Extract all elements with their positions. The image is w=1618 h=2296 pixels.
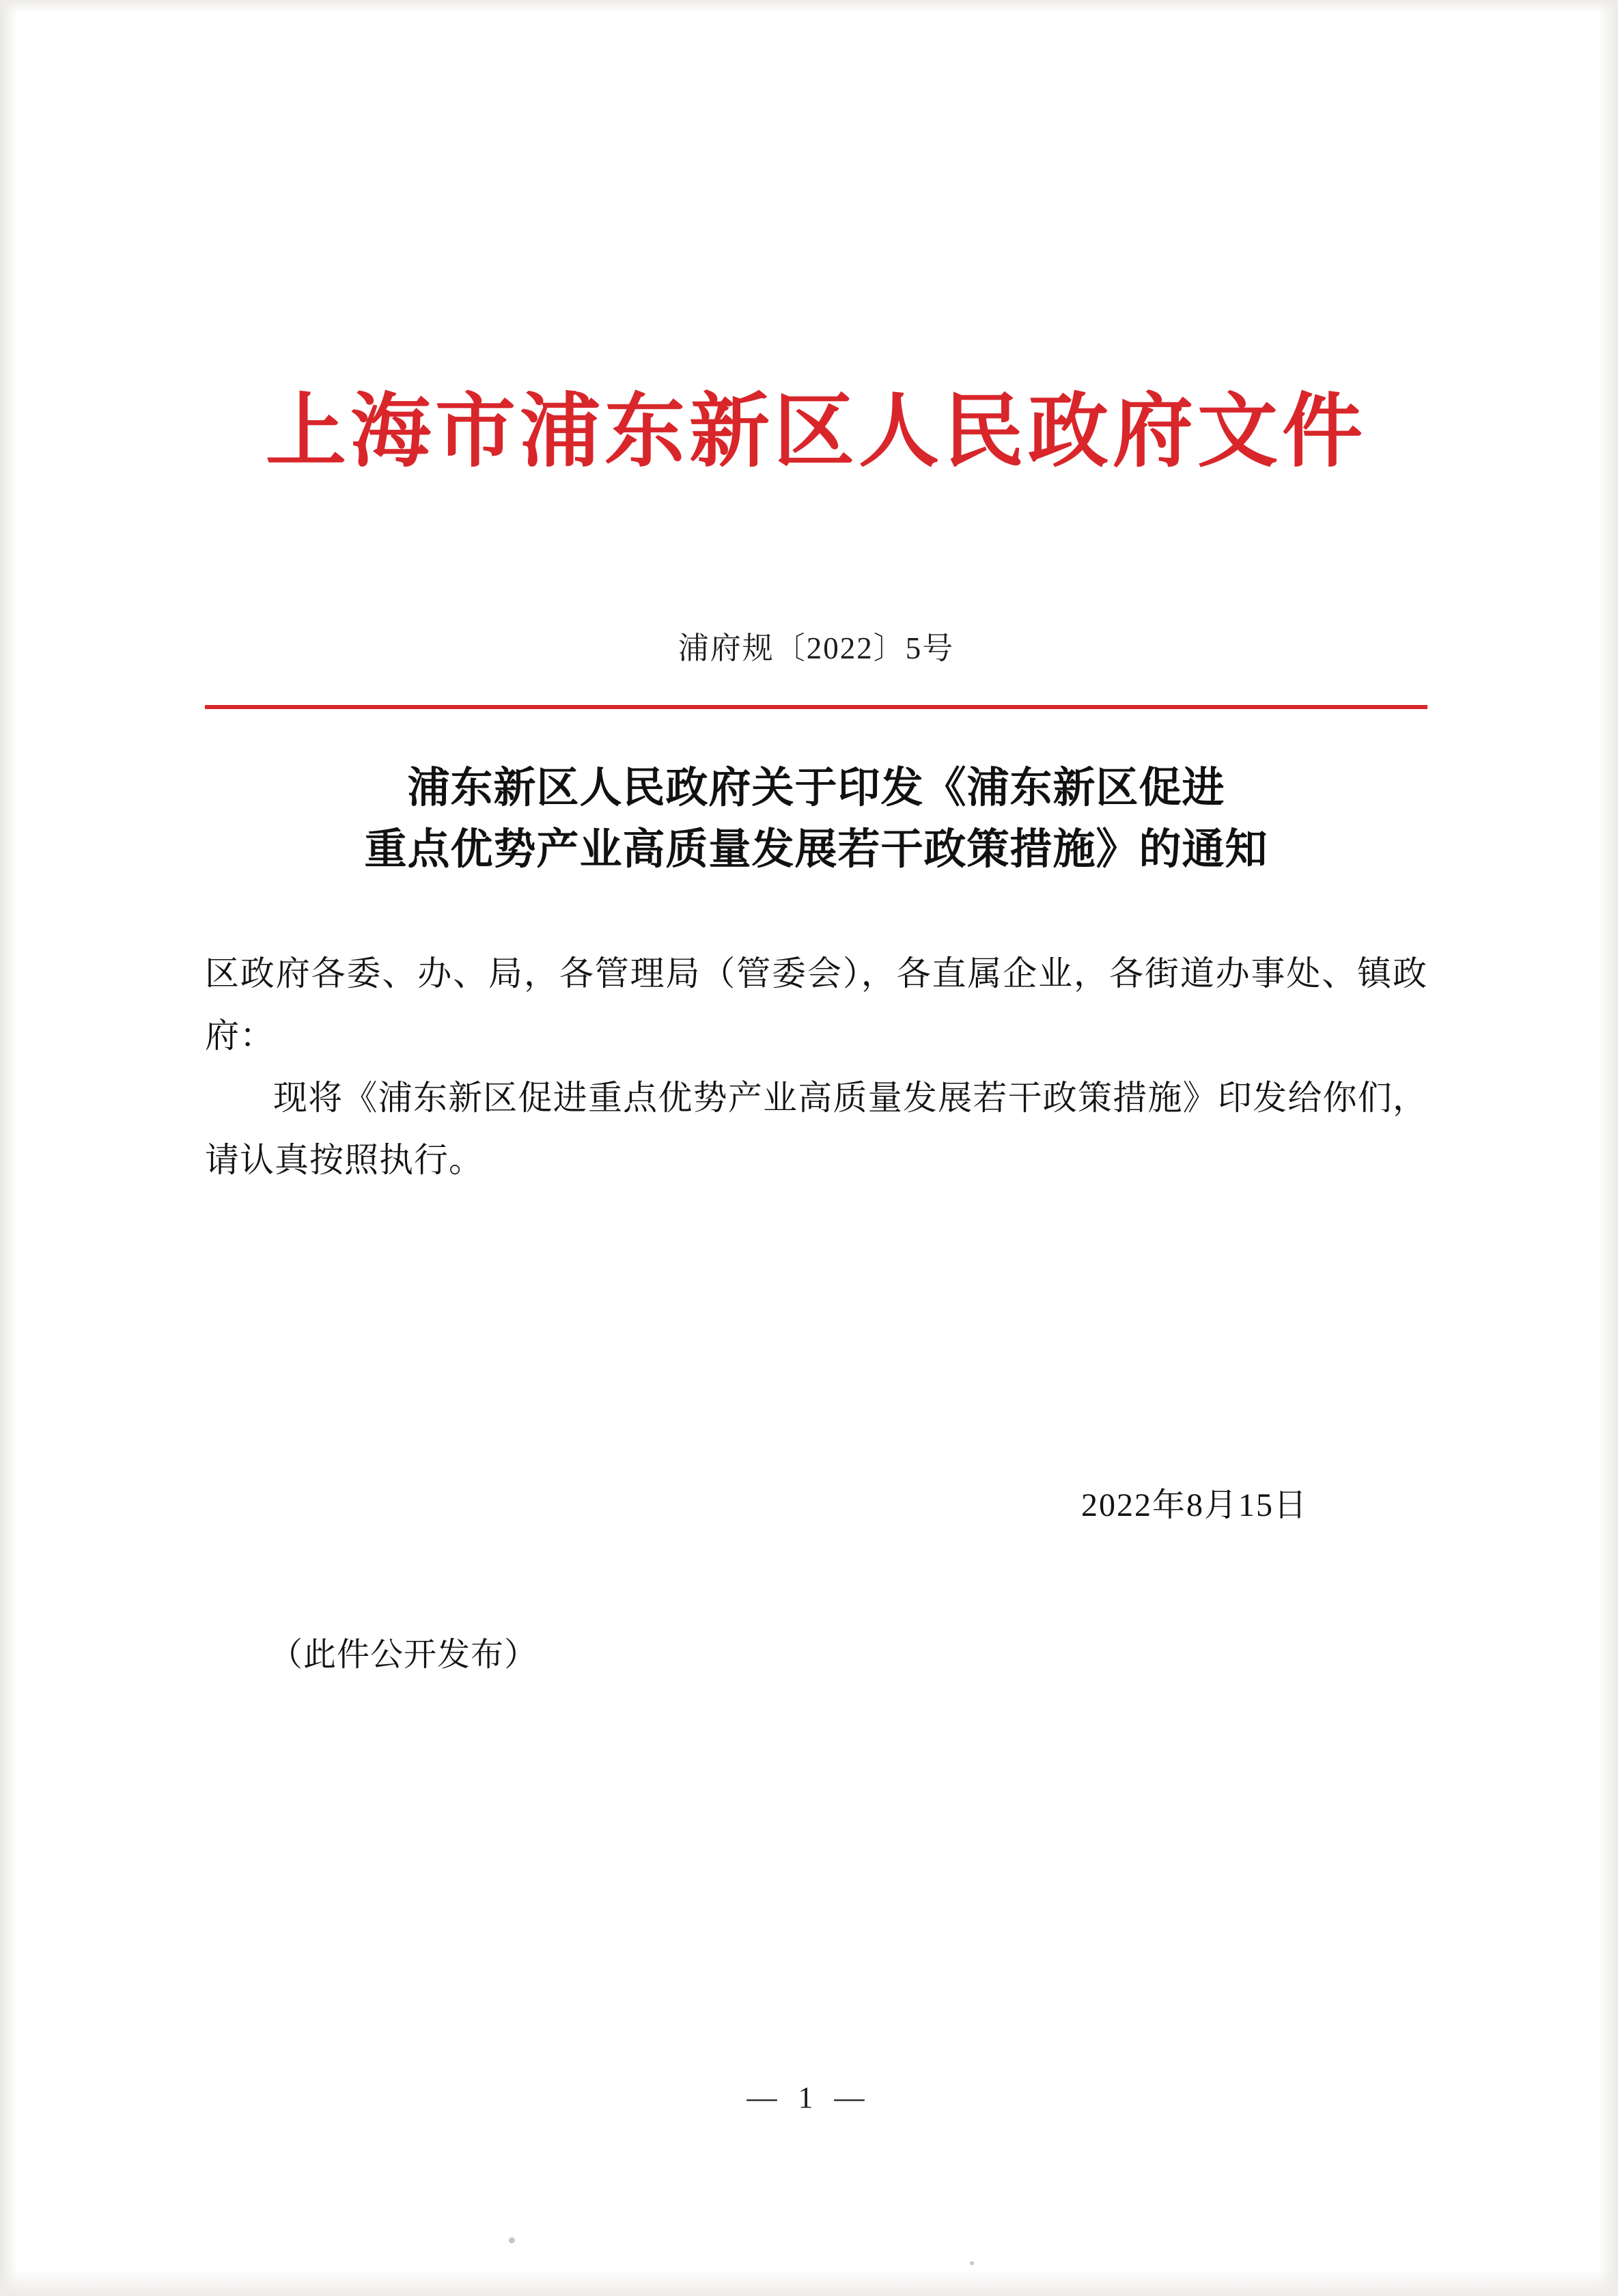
page-title bbox=[205, 757, 1427, 880]
red-divider-rule bbox=[205, 705, 1427, 709]
scan-speck bbox=[509, 2237, 515, 2243]
document-content bbox=[205, 0, 1427, 1675]
page-title-line-2: 重点优势产业高质量发展若干政策措施》的通知 bbox=[364, 824, 1268, 874]
signature-date: 2022年8月15日 bbox=[1080, 1486, 1308, 1523]
scan-speck bbox=[970, 2261, 974, 2265]
document-body bbox=[205, 943, 1427, 1191]
masthead-title: 上海市浦东新区人民政府文件 bbox=[265, 383, 1367, 478]
scan-edge-right bbox=[1598, 0, 1618, 2296]
body-paragraph-1: 现将《浦东新区促进重点优势产业高质量发展若干政策措施》印发给你们，请认真按照执行。 bbox=[205, 1078, 1427, 1179]
page-title-line-1: 浦东新区人民政府关于印发《浦东新区促进 bbox=[407, 762, 1225, 813]
release-note: （此件公开发布） bbox=[270, 1636, 538, 1673]
recipients-paragraph: 区政府各委、办、局，各管理局（管委会），各直属企业，各街道办事处、镇政府： bbox=[205, 954, 1427, 1055]
scan-edge-left bbox=[0, 0, 18, 2296]
page-number: — 1 — bbox=[747, 2081, 871, 2114]
document-number: 浦府规〔2022〕5号 bbox=[678, 631, 955, 666]
scan-edge-bottom bbox=[0, 2269, 1618, 2296]
